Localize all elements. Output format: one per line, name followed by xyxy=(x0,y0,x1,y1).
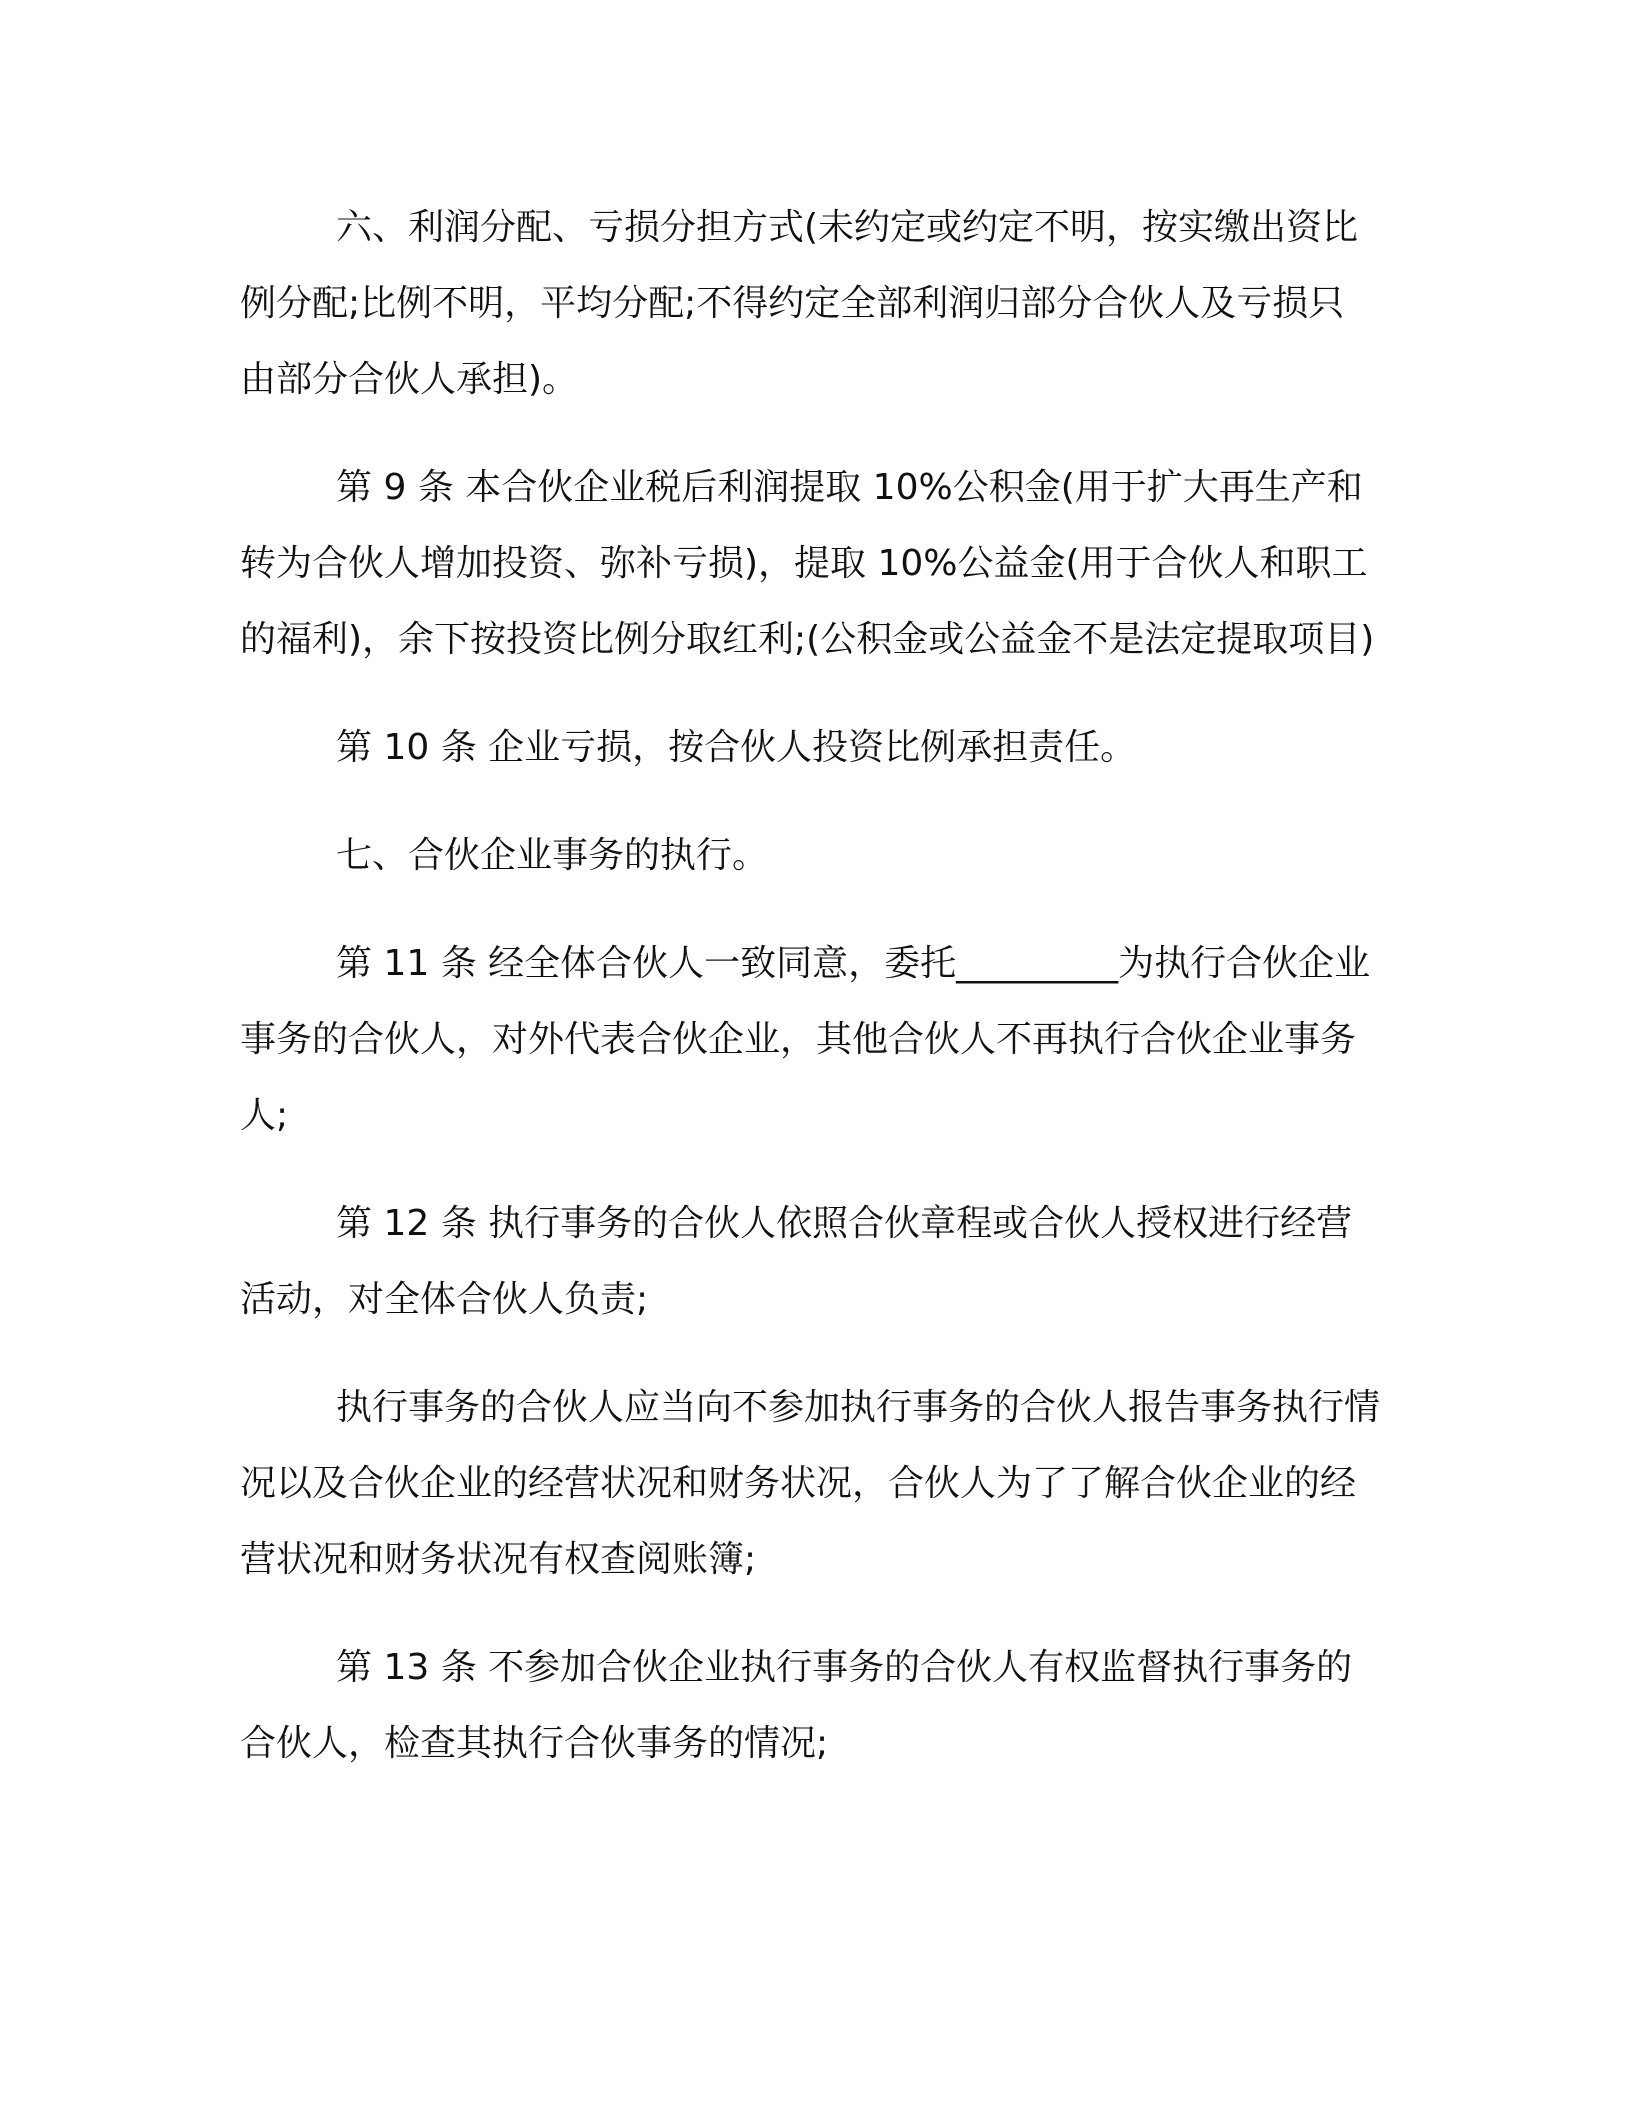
article-11: 第 11 条 经全体合伙人一致同意，委托_________为执行合伙企业事务的合伙人，对外代表合伙企业，其他合伙人不再执行合伙企业事务人; xyxy=(240,943,1371,1136)
article-13: 第 13 条 不参加合伙企业执行事务的合伙人有权监督执行事务的合伙人，检查其执行合伙事务的情况; xyxy=(240,1647,1353,1764)
article-9: 第 9 条 本合伙企业税后利润提取 10%公积金(用于扩大再生产和转为合伙人增加投资、弥补亏损)，提取 10%公益金(用于合伙人和职工的福利)，余下按投资比例分取红利;(公积金或公益金不是法定提取项目) xyxy=(240,467,1375,660)
section-seven-heading: 七、合伙企业事务的执行。 xyxy=(336,835,769,876)
article-12-continued: 执行事务的合伙人应当向不参加执行事务的合伙人报告事务执行情况以及合伙企业的经营状况和财务状况，合伙人为了了解合伙企业的经营状况和财务状况有权查阅账簿; xyxy=(240,1387,1381,1580)
document-page xyxy=(240,190,1380,1814)
article-12: 第 12 条 执行事务的合伙人依照合伙章程或合伙人授权进行经营活动，对全体合伙人负责; xyxy=(240,1203,1353,1320)
article-10: 第 10 条 企业亏损，按合伙人投资比例承担责任。 xyxy=(336,727,1137,768)
section-six-heading: 六、利润分配、亏损分担方式(未约定或约定不明，按实缴出资比例分配;比例不明，平均分配;不得约定全部利润归部分合伙人及亏损只由部分合伙人承担)。 xyxy=(240,207,1359,400)
